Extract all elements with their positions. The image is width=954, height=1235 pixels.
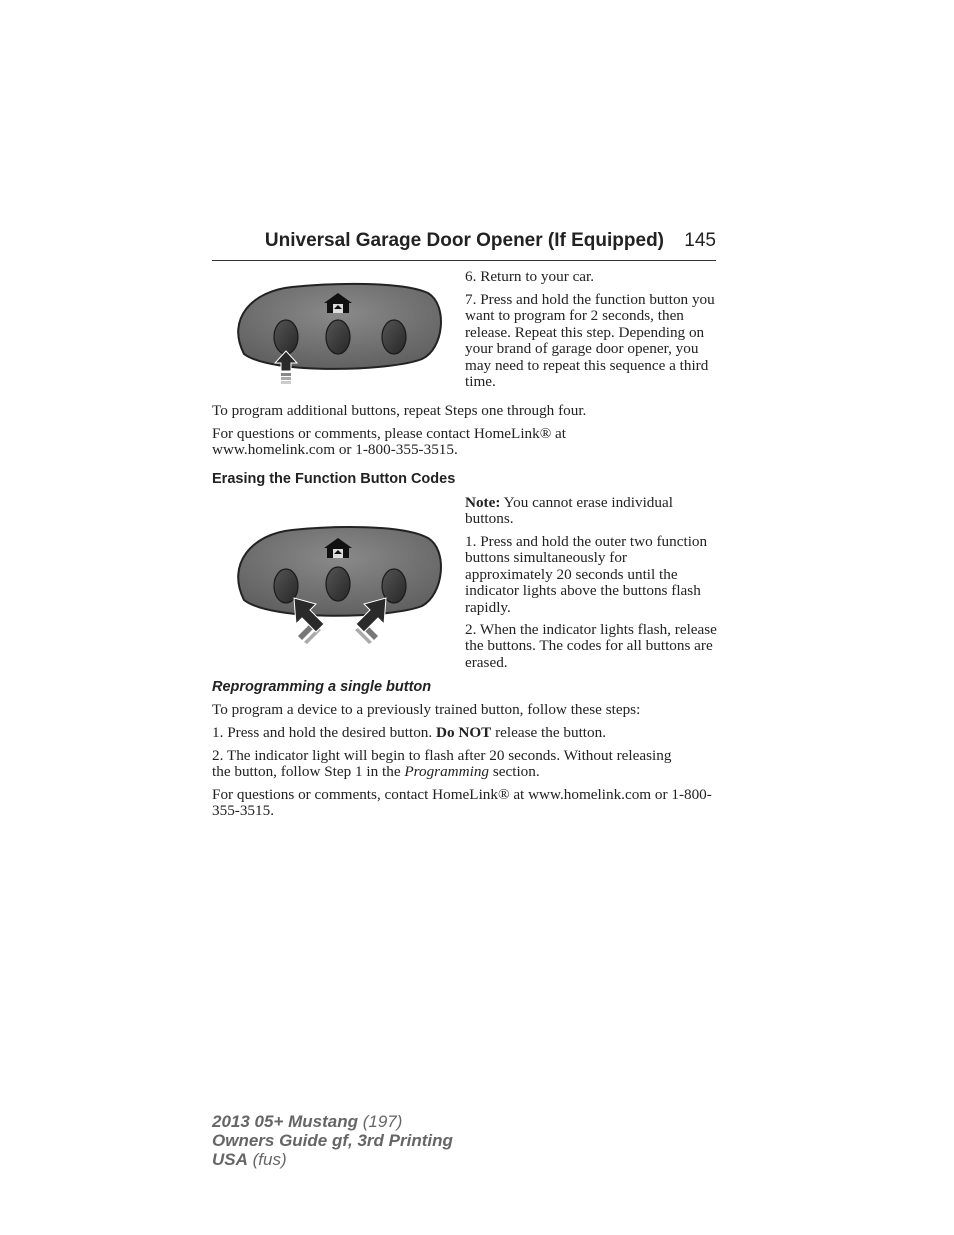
page-footer [212,1112,453,1169]
footer-model-code: (197) [358,1112,403,1131]
step-7: 7. Press and hold the function button you want to program for 2 seconds, then release. Repeat this step. Depending on your brand of garage door opener, you may need to repeat this sequence a third time. [465,291,715,391]
erase-step-1: 1. Press and hold the outer two function buttons simultaneously for approximately 20 seconds until the indicator lights above the buttons flash rapidly. [465,533,708,616]
reprogram-step-2-italic: Programming [404,763,490,781]
footer-line-2 [212,1131,453,1150]
reprogram-step-1 [212,725,716,741]
page-number: 145 [684,230,716,251]
note-label: Note: [465,494,501,511]
footer-line-3 [212,1150,453,1169]
reprogram-intro: To program a device to a previously trained button, follow these steps: [212,701,641,718]
step-6: 6. Return to your car. [465,268,595,285]
note-text: You cannot erase individual buttons. [465,494,673,528]
footer-line-1 [212,1112,453,1131]
section-heading-reprogramming: Reprogramming a single button [212,679,432,695]
reprogram-step-2-c: section. [489,763,540,781]
homelink-single-button-figure [232,279,444,387]
reprogram-step-1-emphasis: Do NOT [436,724,492,741]
footer-market: USA [212,1150,248,1169]
reprogram-step-2-a: 2. The indicator light will begin to flash after 20 seconds. Without releasing the button, follow Step 1 in the [212,747,672,781]
para-additional-buttons: To program additional buttons, repeat Steps one through four. [212,402,587,419]
homelink-outer-buttons-figure [232,522,444,644]
chapter-title: Universal Garage Door Opener (If Equipped) [264,230,664,251]
erase-note [465,495,717,528]
section-heading-erasing: Erasing the Function Button Codes [212,471,456,487]
page-header [212,230,716,261]
reprogram-contact: For questions or comments, contact HomeLink® at www.homelink.com or 1-800-355-3515. [212,786,712,820]
footer-market-code: (fus) [247,1150,287,1169]
para-contact: For questions or comments, please contact HomeLink® at www.homelink.com or 1-800-355-3515. [212,425,567,459]
footer-model: 2013 05+ Mustang [212,1112,358,1131]
footer-guide: Owners Guide gf, 3rd Printing [212,1131,453,1150]
reprogram-step-2 [212,748,682,781]
reprogram-step-1-a: 1. Press and hold the desired button. [212,724,436,741]
erase-step-2: 2. When the indicator lights flash, release the buttons. The codes for all buttons are erased. [465,621,717,671]
reprogram-step-1-c: release the button. [491,724,606,741]
